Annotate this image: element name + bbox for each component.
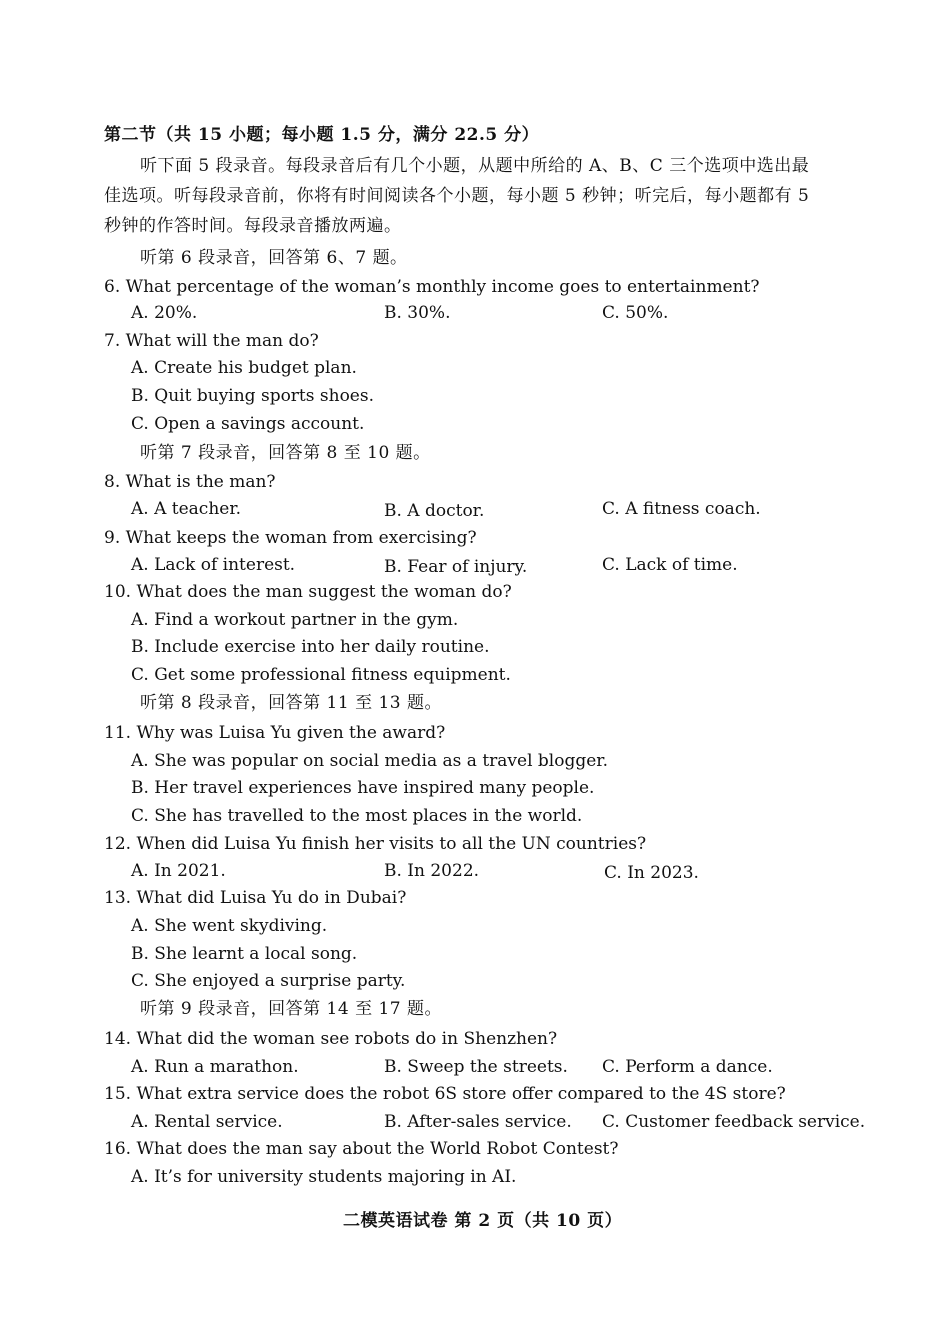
question-7-option-a: A. Create his budget plan. [131, 358, 357, 378]
question-16-option-a: A. It’s for university students majoring in AI. [131, 1167, 517, 1187]
audio-prompt-8: 听第 8 段录音，回答第 11 至 13 题。 [140, 693, 443, 713]
question-10-option-c: C. Get some professional fitness equipment. [131, 665, 511, 685]
question-8-stem: 8. What is the man? [104, 472, 276, 492]
question-15-stem: 15. What extra service does the robot 6S store offer compared to the 4S store? [104, 1084, 786, 1104]
question-14-option-b: B. Sweep the streets. [384, 1057, 568, 1077]
question-15-option-a: A. Rental service. [131, 1112, 283, 1132]
question-6-option-c: C. 50%. [602, 303, 669, 323]
question-13-option-b: B. She learnt a local song. [131, 944, 358, 964]
section-heading: 第二节（共 15 小题；每小题 1.5 分，满分 22.5 分） [104, 125, 540, 145]
question-11-stem: 11. Why was Luisa Yu given the award? [104, 723, 446, 743]
question-8-option-a: A. A teacher. [131, 499, 241, 519]
question-13-stem: 13. What did Luisa Yu do in Dubai? [104, 888, 407, 908]
question-6-option-b: B. 30%. [384, 303, 451, 323]
question-7-stem: 7. What will the man do? [104, 331, 319, 351]
question-7-option-c: C. Open a savings account. [131, 414, 365, 434]
question-8-option-c: C. A fitness coach. [602, 499, 761, 519]
question-10-option-b: B. Include exercise into her daily routine. [131, 637, 490, 657]
question-15-option-c: C. Customer feedback service. [602, 1112, 866, 1132]
question-12-option-c: C. In 2023. [604, 863, 699, 883]
question-14-option-a: A. Run a marathon. [131, 1057, 299, 1077]
question-11-option-b: B. Her travel experiences have inspired many people. [131, 778, 595, 798]
page-footer: 二模英语试卷 第 2 页（共 10 页） [343, 1211, 623, 1231]
question-7-option-b: B. Quit buying sports shoes. [131, 386, 374, 406]
question-10-stem: 10. What does the man suggest the woman do? [104, 582, 512, 602]
question-16-stem: 16. What does the man say about the World Robot Contest? [104, 1139, 619, 1159]
audio-prompt-6: 听第 6 段录音，回答第 6、7 题。 [140, 248, 408, 268]
question-12-option-b: B. In 2022. [384, 861, 480, 881]
question-8-option-b: B. A doctor. [384, 501, 485, 521]
question-6-option-a: A. 20%. [131, 303, 198, 323]
question-10-option-a: A. Find a workout partner in the gym. [131, 610, 459, 630]
audio-prompt-7: 听第 7 段录音，回答第 8 至 10 题。 [140, 443, 431, 463]
question-12-option-a: A. In 2021. [131, 861, 226, 881]
question-6-stem: 6. What percentage of the woman’s monthly income goes to entertainment? [104, 277, 760, 297]
question-13-option-c: C. She enjoyed a surprise party. [131, 971, 406, 991]
question-9-option-b: B. Fear of injury. [384, 557, 528, 577]
instruction-line-2: 佳选项。听每段录音前，你将有时间阅读各个小题，每小题 5 秒钟；听完后，每小题都有 5 [104, 186, 810, 206]
question-11-option-a: A. She was popular on social media as a travel blogger. [131, 751, 608, 771]
question-14-option-c: C. Perform a dance. [602, 1057, 773, 1077]
instruction-line-1: 听下面 5 段录音。每段录音后有几个小题，从题中所给的 A、B、C 三个选项中选出最 [140, 156, 810, 176]
instruction-line-3: 秒钟的作答时间。每段录音播放两遍。 [104, 216, 402, 236]
question-9-stem: 9. What keeps the woman from exercising? [104, 528, 477, 548]
question-9-option-c: C. Lack of time. [602, 555, 738, 575]
question-14-stem: 14. What did the woman see robots do in Shenzhen? [104, 1029, 558, 1049]
question-13-option-a: A. She went skydiving. [131, 916, 328, 936]
question-15-option-b: B. After-sales service. [384, 1112, 572, 1132]
question-11-option-c: C. She has travelled to the most places in the world. [131, 806, 583, 826]
question-12-stem: 12. When did Luisa Yu finish her visits to all the UN countries? [104, 834, 647, 854]
question-9-option-a: A. Lack of interest. [131, 555, 296, 575]
audio-prompt-9: 听第 9 段录音，回答第 14 至 17 题。 [140, 999, 443, 1019]
